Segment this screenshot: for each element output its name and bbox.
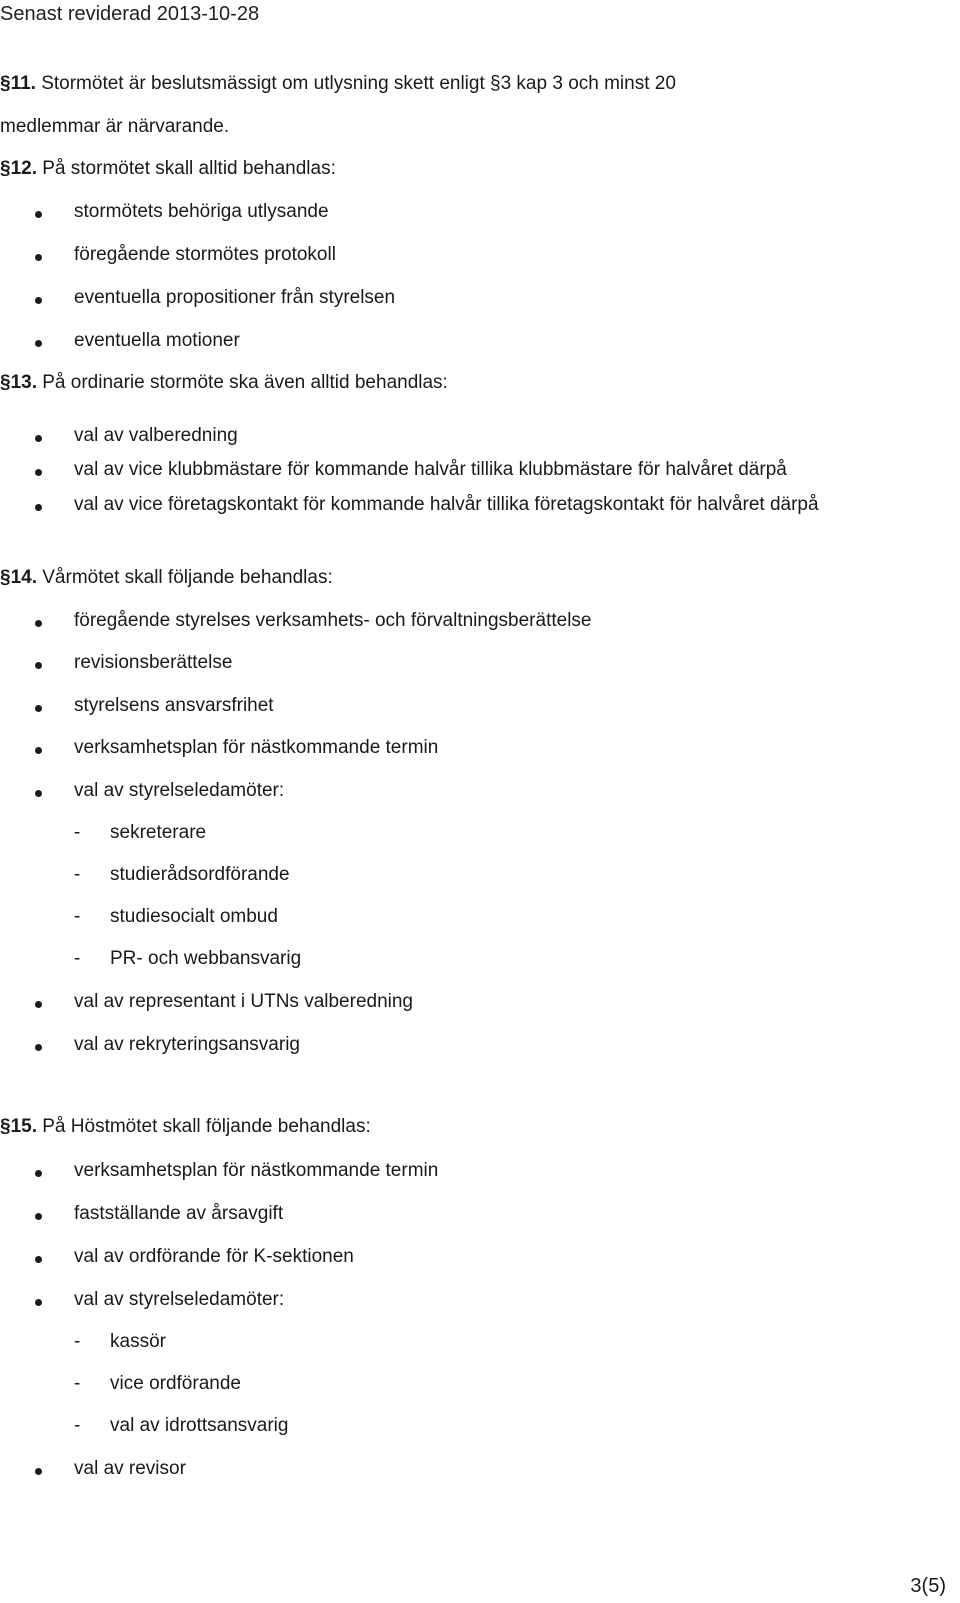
dash-marker: - [74,864,81,885]
list-item: stormötets behöriga utlysande [74,201,329,222]
paragraph-12-heading [0,157,336,181]
list-item: val av styrelseledamöter: [74,1289,285,1310]
list-item: val av styrelseledamöter: [74,780,285,801]
dash-marker: - [74,1373,81,1394]
bullet-icon [35,662,42,669]
sub-list-item: vice ordförande [110,1373,241,1394]
list-item: val av revisor [74,1458,186,1479]
paragraph-text: Stormötet är beslutsmässigt om utlysning skett enligt §3 kap 3 och minst 20 [35,73,676,94]
list-item: val av vice företagskontakt för kommande halvår tillika företagskontakt för halvåret därpå [74,494,819,515]
list-item: revisionsberättelse [74,652,233,673]
page-number: 3(5) [910,1575,946,1597]
list-item: val av vice klubbmästare för kommande halvår tillika klubbmästare för halvåret därpå [74,459,787,480]
list-item: fastställande av årsavgift [74,1203,284,1224]
section-title: Vårmötet skall följande behandlas: [36,567,333,588]
bullet-icon [35,340,42,347]
sub-list-item: sekreterare [110,822,207,843]
list-item: föregående stormötes protokoll [74,244,336,265]
bullet-icon [35,1468,42,1475]
bullet-icon [35,1299,42,1306]
section-number: §12. [0,158,37,179]
paragraph-14-heading [0,566,333,590]
list-item: eventuella propositioner från styrelsen [74,287,396,308]
section-number: §15. [0,1116,37,1137]
list-item: val av rekryteringsansvarig [74,1034,300,1055]
sub-list-item: studiesocialt ombud [110,906,278,927]
page-header-revision-date: Senast reviderad 2013-10-28 [0,3,260,25]
bullet-icon [35,1213,42,1220]
section-title: På ordinarie stormöte ska även alltid behandlas: [36,372,448,393]
bullet-icon [35,620,42,627]
section-title: På stormötet skall alltid behandlas: [36,158,336,179]
bullet-icon [35,1170,42,1177]
bullet-icon [35,747,42,754]
bullet-icon [35,1256,42,1263]
dash-marker: - [74,822,81,843]
dash-marker: - [74,1415,81,1436]
section-number: §11. [0,73,36,94]
list-item: val av representant i UTNs valberedning [74,991,414,1012]
bullet-icon [35,1044,42,1051]
list-item: val av ordförande för K-sektionen [74,1246,354,1267]
list-item: föregående styrelses verksamhets- och förvaltningsberättelse [74,610,592,631]
section-title: På Höstmötet skall följande behandlas: [36,1116,371,1137]
list-item: verksamhetsplan för nästkommande termin [74,1160,439,1181]
list-item: val av valberedning [74,425,238,446]
paragraph-11 [0,72,676,96]
bullet-icon [35,211,42,218]
section-number: §13. [0,372,37,393]
bullet-icon [35,790,42,797]
bullet-icon [35,297,42,304]
list-item: eventuella motioner [74,330,240,351]
list-item: styrelsens ansvarsfrihet [74,695,274,716]
bullet-icon [35,469,42,476]
bullet-icon [35,1001,42,1008]
section-number: §14. [0,567,37,588]
paragraph-15-heading [0,1115,371,1139]
paragraph-11-continued: medlemmar är närvarande. [0,116,230,137]
bullet-icon [35,705,42,712]
dash-marker: - [74,948,81,969]
bullet-icon [35,435,42,442]
sub-list-item: studierådsordförande [110,864,290,885]
dash-marker: - [74,1331,81,1352]
sub-list-item: kassör [110,1331,166,1352]
sub-list-item: PR- och webbansvarig [110,948,302,969]
sub-list-item: val av idrottsansvarig [110,1415,289,1436]
paragraph-13-heading [0,371,448,395]
list-item: verksamhetsplan för nästkommande termin [74,737,439,758]
bullet-icon [35,254,42,261]
dash-marker: - [74,906,81,927]
bullet-icon [35,504,42,511]
